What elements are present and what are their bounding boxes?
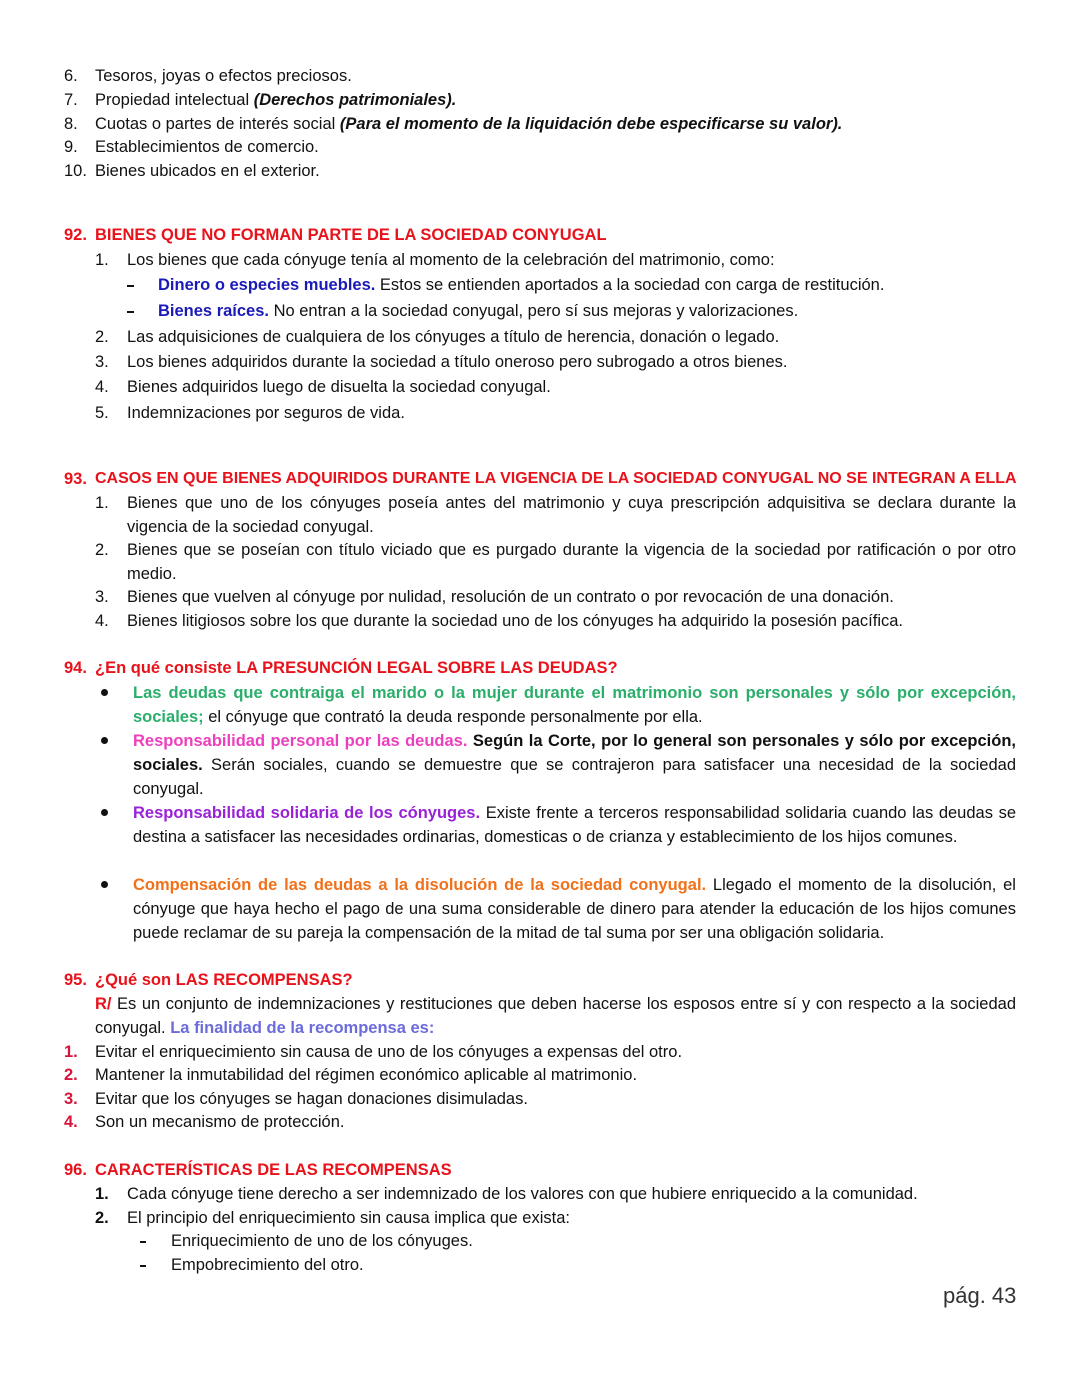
bullet-icon (101, 689, 108, 696)
list-item (95, 375, 551, 399)
item-text: Cuotas o partes de interés social (95, 115, 340, 133)
list-item (64, 135, 319, 159)
section-title: CARACTERÍSTICAS DE LAS RECOMPENSAS (95, 1161, 452, 1179)
bullet-icon (101, 737, 108, 744)
item-number: 1. (95, 251, 109, 269)
section-number: 95. (64, 971, 87, 989)
list-item (95, 585, 894, 609)
item-text: Bienes que vuelven al cónyuge por nulidad, resolución de un contrato o por revocación de una donación. (127, 588, 894, 606)
item-number: 3. (95, 588, 109, 606)
item-number: 1. (95, 1185, 109, 1203)
bullet-icon (101, 881, 108, 888)
sub-item-lead: Bienes raíces. (158, 302, 269, 320)
item-text: Bienes que se poseían con título viciado que es purgado durante la vigencia de la sociedad por ratificación o por otro medio. (127, 541, 1016, 583)
item-number: 3. (95, 353, 109, 371)
item-text: Los bienes adquiridos durante la sociedad a título oneroso pero subrogado a otros bienes. (127, 353, 788, 371)
item-text: Propiedad intelectual (95, 91, 254, 109)
sub-item-text: No entran a la sociedad conyugal, pero sí sus mejoras y valorizaciones. (269, 302, 799, 320)
sub-item-text: Empobrecimiento del otro. (171, 1256, 364, 1274)
list-item (95, 350, 788, 374)
bullet-text: Serán sociales, cuando se demuestre que se contrajeron para satisfacer una necesidad de la sociedad conyugal. (133, 756, 1016, 798)
item-number: 10. (64, 162, 87, 180)
item-text: Los bienes que cada cónyuge tenía al momento de la celebración del matrimonio, como: (127, 251, 775, 269)
item-text: Mantener la inmutabilidad del régimen económico aplicable al matrimonio. (95, 1066, 638, 1084)
list-item (95, 491, 109, 515)
item-emphasis: (Derechos patrimoniales). (253, 91, 457, 109)
section-title: LA PRESUNCIÓN LEGAL SOBRE LAS DEUDAS? (236, 659, 618, 677)
item-text: Evitar el enriquecimiento sin causa de uno de los cónyuges a expensas del otro. (95, 1043, 683, 1061)
list-item (64, 159, 320, 183)
item-text: Son un mecanismo de protección. (95, 1113, 345, 1131)
item-number: 4. (95, 612, 109, 630)
item-number: 7. (64, 91, 78, 109)
bullet-item (133, 801, 1016, 849)
dash-bullet-icon (140, 1241, 146, 1243)
list-item (64, 1063, 638, 1087)
bullet-lead: Responsabilidad personal por las deudas. (133, 732, 468, 750)
item-text: Tesoros, joyas o efectos preciosos. (95, 67, 352, 85)
section-number: 93. (64, 470, 87, 488)
finalidad-label: La finalidad de la recompensa es: (165, 1019, 435, 1037)
bullet-lead: Compensación de las deudas a la disolución de la sociedad conyugal. (133, 876, 707, 894)
list-item (95, 538, 109, 562)
dash-bullet-icon (127, 285, 134, 287)
bullet-bold-text: Según la Corte, por lo general son personales y sólo por excepción, sociales. (133, 732, 1017, 774)
section-title-prefix: ¿En qué consiste (95, 659, 237, 677)
item-number: 5. (95, 404, 109, 422)
answer-label: R/ (95, 995, 112, 1013)
list-item (64, 1087, 528, 1111)
list-item (95, 1206, 570, 1230)
list-item (95, 1182, 918, 1206)
list-item (95, 401, 405, 425)
list-item (64, 1110, 345, 1134)
list-item (64, 1040, 683, 1064)
bullet-item (133, 729, 1016, 801)
section-title-prefix: ¿Qué son (95, 971, 176, 989)
sub-item-text: Enriquecimiento de uno de los cónyuges. (171, 1232, 473, 1250)
item-number: 1. (95, 494, 109, 512)
item-number: 6. (64, 67, 78, 85)
item-number: 4. (64, 1113, 78, 1131)
dash-bullet-icon (127, 311, 134, 313)
sub-item-lead: Dinero o especies muebles. (158, 276, 376, 294)
section-heading (64, 656, 618, 680)
section-number: 96. (64, 1161, 87, 1179)
section-number: 94. (64, 659, 87, 677)
bullet-text: Existe frente a terceros responsabilidad solidaria cuando las deudas se destina a satisfacer las necesidades ordinarias, domesticas o de crianza y establecimiento de los hijos comunes. (133, 804, 1016, 846)
answer-text: Es un conjunto de indemnizaciones y restituciones que deben hacerse los esposos entre sí y con respecto a la sociedad conyugal. (95, 995, 1016, 1037)
sub-item-text: Estos se entienden aportados a la sociedad con carga de restitución. (375, 276, 885, 294)
item-text: Evitar que los cónyuges se hagan donaciones disimuladas. (95, 1090, 528, 1108)
bullet-text: Llegado el momento de la disolución, el cónyuge que haya hecho el pago de una suma considerable de dinero para atender la educación de los hijos comunes puede reclamar de su pareja la compensación de la mitad de tal suma por ser una obligación solidaria. (133, 876, 1016, 942)
item-number: 2. (95, 541, 109, 559)
item-number: 2. (95, 328, 109, 346)
section-title: CASOS EN QUE BIENES ADQUIRIDOS DURANTE LA VIGENCIA DE LA SOCIEDAD CONYUGAL NO SE INTEGRAN A ELLA (95, 470, 1017, 487)
list-item (64, 64, 352, 88)
item-text: Indemnizaciones por seguros de vida. (127, 404, 405, 422)
item-number: 8. (64, 115, 78, 133)
bullet-lead: Las deudas que contraiga el marido o la mujer durante el matrimonio son personales y sólo por excepción, sociales; (133, 684, 1016, 726)
section-heading (64, 223, 607, 247)
item-text: Bienes litigiosos sobre los que durante la sociedad uno de los cónyuges ha adquirido la posesión pacífica. (127, 612, 904, 630)
item-number: 4. (95, 378, 109, 396)
bullet-item (133, 681, 1016, 729)
item-text: Bienes adquiridos luego de disuelta la sociedad conyugal. (127, 378, 551, 396)
item-text: Bienes que uno de los cónyuges poseía antes del matrimonio y cuya prescripción adquisitiva se declara durante la vigencia de la sociedad conyugal. (127, 494, 1016, 536)
section-heading (64, 968, 353, 992)
section-title: BIENES QUE NO FORMAN PARTE DE LA SOCIEDAD CONYUGAL (95, 226, 607, 244)
item-text: Establecimientos de comercio. (95, 138, 319, 156)
item-text: Las adquisiciones de cualquiera de los cónyuges a título de herencia, donación o legado. (127, 328, 780, 346)
item-number: 2. (64, 1066, 78, 1084)
section-heading (64, 1158, 452, 1182)
list-item (64, 112, 843, 136)
bullet-lead: Responsabilidad solidaria de los cónyuges. (133, 804, 481, 822)
item-number: 3. (64, 1090, 78, 1108)
bullet-icon (101, 809, 108, 816)
item-text: Cada cónyuge tiene derecho a ser indemnizado de los valores con que hubiere enriquecido a la comunidad. (127, 1185, 918, 1203)
item-emphasis: (Para el momento de la liquidación debe especificarse su valor). (339, 115, 843, 133)
section-title: LAS RECOMPENSAS? (175, 971, 353, 989)
section-heading (64, 467, 1017, 491)
item-number: 9. (64, 138, 78, 156)
item-number: 1. (64, 1043, 78, 1061)
list-item (95, 609, 904, 633)
bullet-item (133, 873, 1016, 945)
list-item (64, 88, 457, 112)
item-text: El principio del enriquecimiento sin causa implica que exista: (127, 1209, 570, 1227)
answer-paragraph (95, 992, 1016, 1040)
section-number: 92. (64, 226, 87, 244)
dash-bullet-icon (140, 1265, 146, 1267)
item-number: 2. (95, 1209, 109, 1227)
list-item (95, 248, 775, 272)
page-number: pág. 43 (943, 1283, 1017, 1308)
item-text: Bienes ubicados en el exterior. (95, 162, 320, 180)
bullet-text: el cónyuge que contrató la deuda responde personalmente por ella. (203, 708, 703, 726)
list-item (95, 325, 780, 349)
